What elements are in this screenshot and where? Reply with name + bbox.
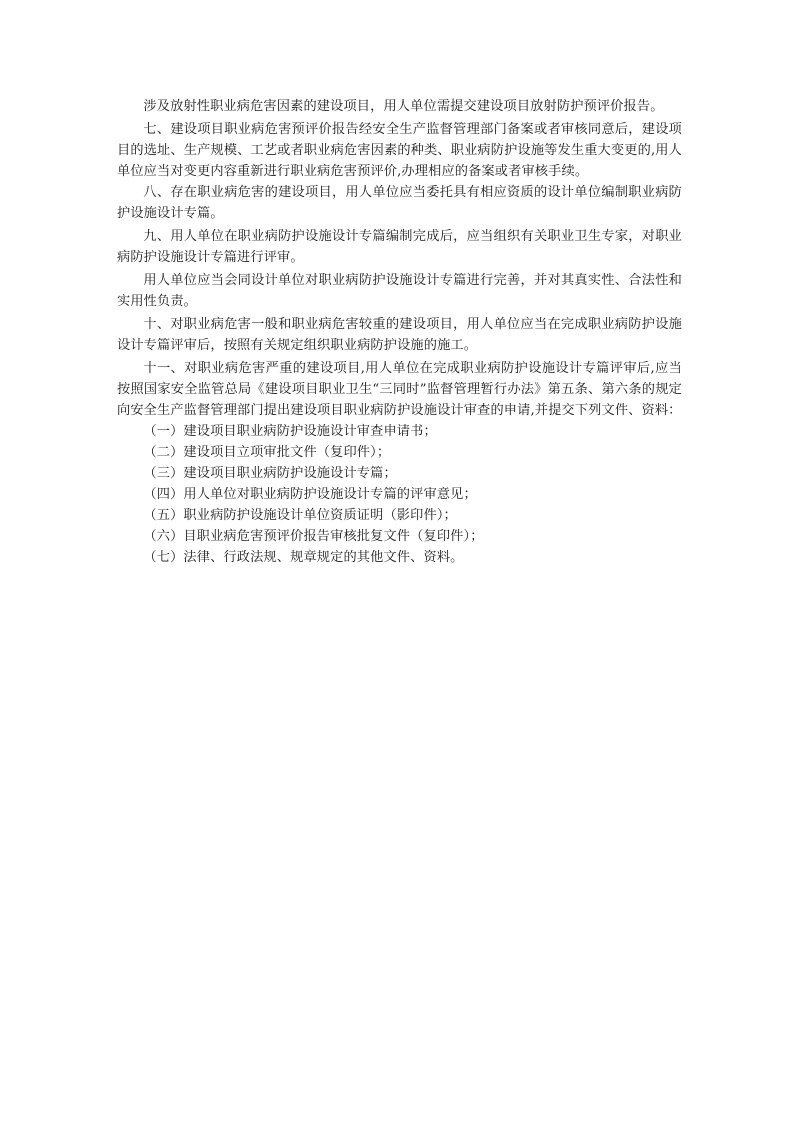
list-item: （五）职业病防护设施设计单位资质证明（影印件）；	[143, 508, 457, 523]
paragraph-item-11: 十一、对职业病危害严重的建设项目,用人单位在完成职业病防护设施设计专篇评审后,应当按照国家安全监管总局《建设项目职业卫生“三同时”监督管理暂行办法》第五条、第六条的规定向安全生产监督管理部门提出建设项目职业病防护设施设计审查的申请,并提交下列文件、资料：	[117, 361, 682, 418]
required-documents-list	[117, 421, 682, 568]
list-item: （一）建设项目职业病防护设施设计审查申请书；	[143, 424, 437, 439]
paragraph-item-10: 十、对职业病危害一般和职业病危害较重的建设项目，用人单位应当在完成职业病防护设施设计专篇评审后，按照有关规定组织职业病防护设施的施工。	[117, 317, 682, 353]
list-item: （六）目职业病危害预评价报告审核批复文件（复印件）；	[143, 529, 484, 544]
list-item: （三）建设项目职业病防护设施设计专篇；	[143, 466, 397, 481]
list-item: （二）建设项目立项审批文件（复印件）；	[143, 445, 391, 460]
paragraph-item-7: 七、建设项目职业病危害预评价报告经安全生产监督管理部门备案或者审核同意后，建设项目的选址、生产规模、工艺或者职业病危害因素的种类、职业病防护设施等发生重大变更的,用人单位应当对变更内容重新进行职业病危害预评价,办理相应的备案或者审核手续。	[117, 122, 682, 179]
list-item: （七）法律、行政法规、规章规定的其他文件、资料。	[143, 550, 464, 565]
paragraph-radiation-protection: 涉及放射性职业病危害因素的建设项目，用人单位需提交建设项目放射防护预评价报告。	[143, 99, 664, 114]
paragraph-item-8: 八、存在职业病危害的建设项目，用人单位应当委托具有相应资质的设计单位编制职业病防护设施设计专篇。	[117, 185, 682, 221]
document-body	[117, 96, 682, 568]
paragraph-item-9: 九、用人单位在职业病防护设施设计专篇编制完成后，应当组织有关职业卫生专家，对职业病防护设施设计专篇进行评审。	[117, 229, 682, 265]
list-item: （四）用人单位对职业病防护设施设计专篇的评审意见；	[143, 487, 477, 502]
paragraph-responsibility: 用人单位应当会同设计单位对职业病防护设施设计专篇进行完善，并对其真实性、合法性和实用性负责。	[117, 273, 682, 309]
